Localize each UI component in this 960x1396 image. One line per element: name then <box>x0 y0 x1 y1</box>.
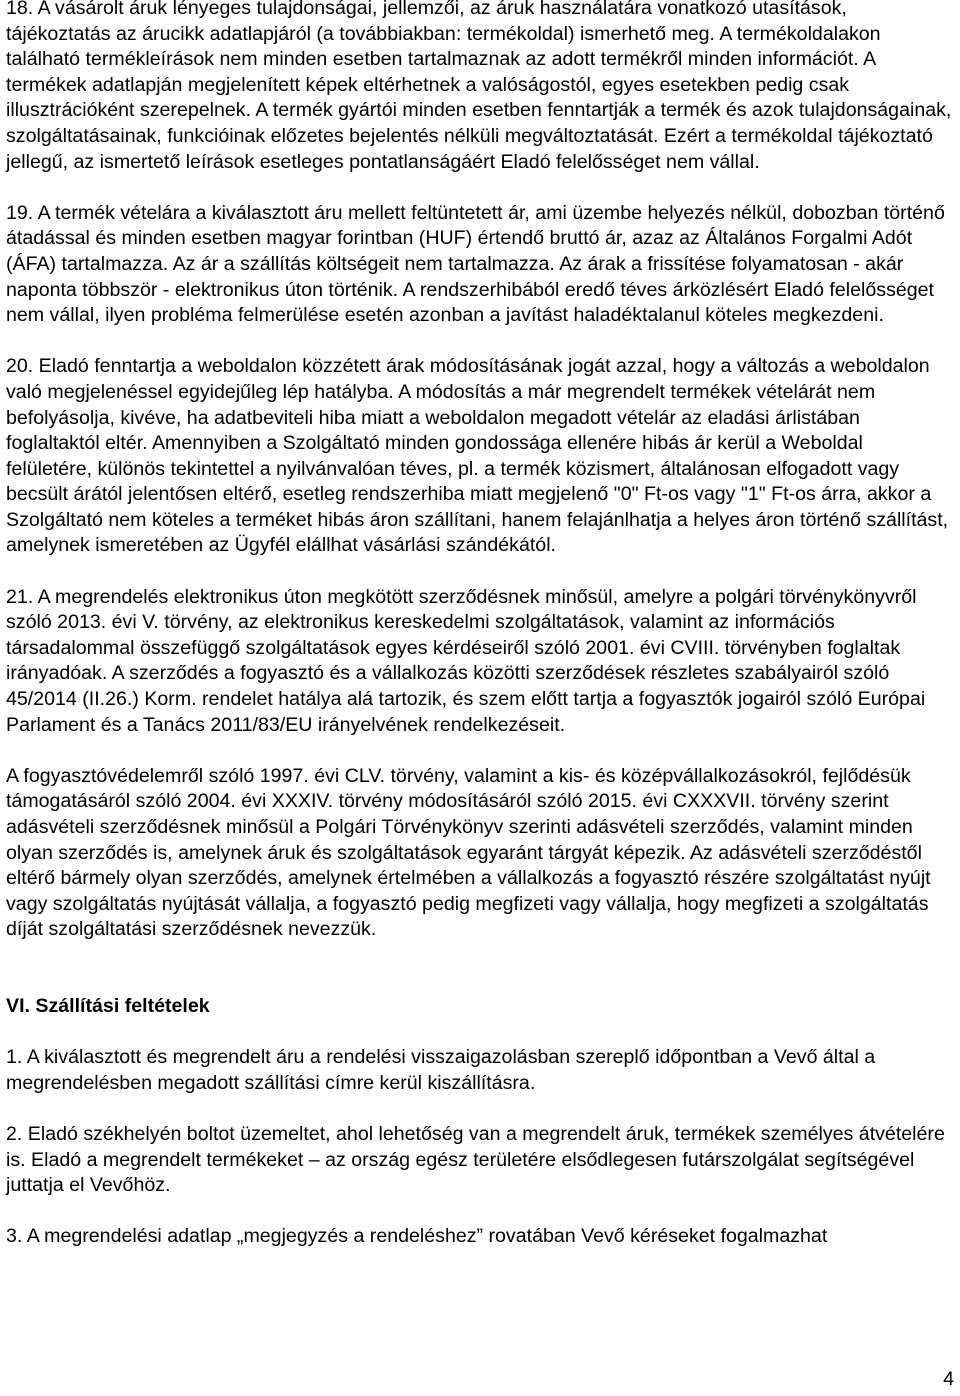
shipping-item-3: 3. A megrendelési adatlap „megjegyzés a rendeléshez” rovatában Vevő kéréseket fogalmazhat <box>6 1225 828 1248</box>
paragraph-consumer-protection: A fogyasztóvédelemről szóló 1997. évi CLV. törvény, valamint a kis- és középvállalkozásokról, fejlődésük támogatásáról szóló 2004. évi XXXIV. törvény módosításáról szóló 2015. évi CXXXVII. törvény szerint adásvételi szerződésnek minősül a Polgári Törvénykönyv szerinti adásvételi szerződés, valamint minden olyan szerződés is, amelynek áruk és szolgáltatások egyaránt tárgyát képezik. Az adásvételi szerződéstől eltérő bármely olyan szerződés, amelynek értelmében a vállalkozás a fogyasztó részére szolgáltatást nyújt vagy szolgáltatás nyújtását vállalja, a fogyasztó pedig megfizeti vagy vállalja, hogy megfizeti a szolgáltatás díját szolgáltatási szerződésnek nevezzük. <box>6 764 931 941</box>
paragraph-20: 20. Eladó fenntartja a weboldalon közzétett árak módosításának jogát azzal, hogy a változás a weboldalon való megjelenéssel egyidejűleg lép hatályba. A módosítás a már megrendelt termékek vételárát nem befolyásolja, kivéve, ha adatbeviteli hiba miatt a weboldalon megadott vételár az eladási árlistában foglaltaktól eltér. Amennyiben a Szolgáltató minden gondossága ellenére hibás ár kerül a Weboldal felületére, különös tekintettel a nyilvánvalóan téves, pl. a termék közismert, általánosan elfogadott vagy becsült árától jelentősen eltérő, esetleg rendszerhiba miatt megjelenő "0" Ft-os vagy "1" Ft-os árra, akkor a Szolgáltató nem köteles a terméket hibás áron szállítani, hanem felajánlhatja a helyes áron történő szállítást, amelynek ismeretében az Ügyfél elállhat vásárlási szándékától. <box>6 355 949 557</box>
shipping-item-1: 1. A kiválasztott és megrendelt áru a rendelési visszaigazolásban szereplő időpontban a Vevő által a megrendelésben megadott szállítási címre kerül kiszállításra. <box>6 1046 876 1094</box>
paragraph-19: 19. A termék vételára a kiválasztott áru mellett feltüntetett ár, ami üzembe helyezés nélkül, dobozban történő átadással és minden esetben magyar forintban (HUF) értendő bruttó ár, azaz az Általános Forgalmi Adót (ÁFA) tartalmazza. Az ár a szállítás költségeit nem tartalmazza. Az árak a frissítése folyamatosan - akár naponta többször - elektronikus úton történik. A rendszerhibából eredő téves árközlésért Eladó felelősséget nem vállal, ilyen probléma felmerülése esetén azonban a javítást haladéktalanul köteles megkezdeni. <box>6 201 945 327</box>
section-heading: VI. Szállítási feltételek <box>6 994 210 1017</box>
paragraph-21: 21. A megrendelés elektronikus úton megkötött szerződésnek minősül, amelyre a polgári törvénykönyvről szóló 2013. évi V. törvény, az elektronikus kereskedelmi szolgáltatások, valamint az információs társadalommal összefüggő szolgáltatások egyes kérdéseiről szóló 2001. évi CVIII. törvényben foglaltak irányadóak. A szerződés a fogyasztó és a vállalkozás közötti szerződések részletes szabályairól szóló 45/2014 (II.26.) Korm. rendelet hatálya alá tartozik, és szem előtt tartja a fogyasztók jogairól szóló Európai Parlament és a Tanács 2011/83/EU irányelvének rendelkezéseit. <box>6 585 926 736</box>
document-page <box>6 0 954 1250</box>
shipping-item-2: 2. Eladó székhelyén boltot üzemeltet, ahol lehetőség van a megrendelt áruk, termékek személyes átvételére is. Eladó a megrendelt termékeket – az ország egész területére elsődlegesen futárszolgálat segítségével juttatja el Vevőhöz. <box>6 1122 945 1197</box>
page-number: 4 <box>943 1368 954 1390</box>
paragraph-18: 18. A vásárolt áruk lényeges tulajdonságai, jellemzői, az áruk használatára vonatkozó utasítások, tájékoztatás az árucikk adatlapjáról (a továbbiakban: termékoldal) ismerhető meg. A termékoldalakon található termékleírások nem minden esetben tartalmaznak az adott termékről minden információt. A termékek adatlapján megjelenített képek eltérhetnek a valóságostól, egyes esetekben pedig csak illusztrációként szerepelnek. A termék gyártói minden esetben fenntartják a termék és azok tulajdonságainak, szolgáltatásainak, funkcióinak előzetes bejelentés nélküli megváltoztatását. Ezért a termékoldal tájékoztató jellegű, az ismertető leírások esetleges pontatlanságáért Eladó felelősséget nem vállal. <box>6 0 952 173</box>
